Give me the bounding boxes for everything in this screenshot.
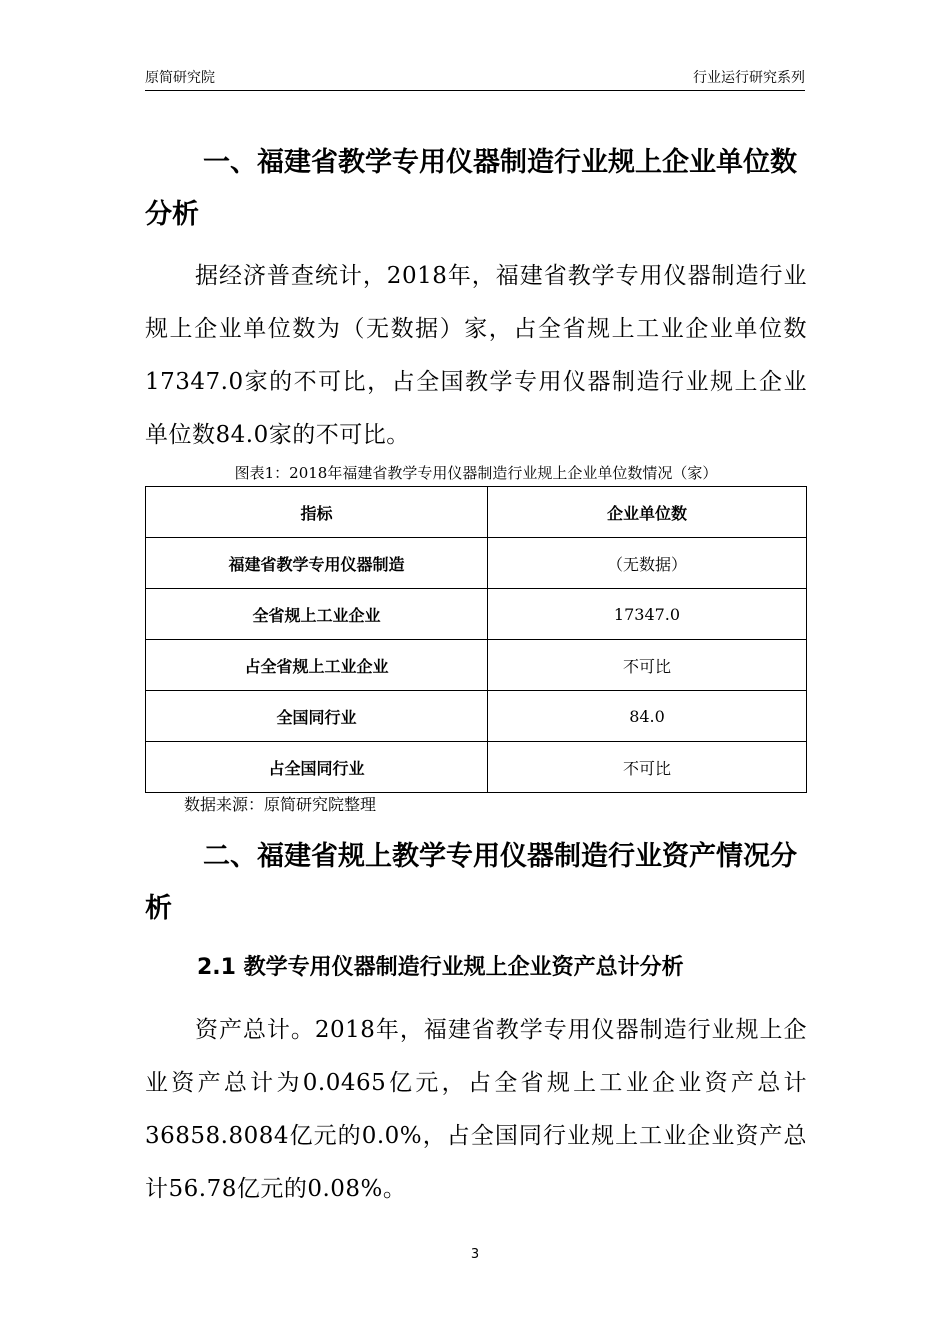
column-header-indicator: 指标: [146, 487, 488, 538]
row-value: 不可比: [488, 742, 807, 793]
table-row: [146, 691, 807, 742]
page-header: [145, 64, 805, 91]
section2-subheading: 2.1 教学专用仪器制造行业规上企业资产总计分析: [197, 955, 684, 980]
table-row: [146, 742, 807, 793]
header-org-name: 原简研究院: [145, 70, 215, 86]
enterprise-count-table: [145, 486, 807, 793]
column-header-count: 企业单位数: [488, 487, 807, 538]
table-row: [146, 640, 807, 691]
row-label: 全省规上工业企业: [146, 589, 488, 640]
row-label: 占全省规上工业企业: [146, 640, 488, 691]
row-label: 占全国同行业: [146, 742, 488, 793]
row-value: 17347.0: [488, 589, 807, 640]
section2-paragraph: 资产总计。2018年，福建省教学专用仪器制造行业规上企业资产总计为0.0465亿元，占全省规上工业企业资产总计36858.8084亿元的0.0%，占全国同行业规上工业企业资产总计56.78亿元的0.08%。: [145, 1017, 807, 1202]
table-row: [146, 589, 807, 640]
table-caption: 图表1：2018年福建省教学专用仪器制造行业规上企业单位数情况（家）: [234, 464, 718, 482]
row-value: （无数据）: [488, 538, 807, 589]
page-number: 3: [470, 1247, 480, 1262]
table-row: [146, 538, 807, 589]
section2-heading: 二、福建省规上教学专用仪器制造行业资产情况分析: [145, 841, 797, 924]
row-value: 不可比: [488, 640, 807, 691]
row-label: 福建省教学专用仪器制造: [146, 538, 488, 589]
table-header-row: [146, 487, 807, 538]
section1-heading: 一、福建省教学专用仪器制造行业规上企业单位数分析: [145, 147, 797, 230]
header-series-name: 行业运行研究系列: [693, 70, 805, 86]
section1-paragraph: 据经济普查统计，2018年，福建省教学专用仪器制造行业规上企业单位数为（无数据）家，占全省规上工业企业单位数17347.0家的不可比，占全国教学专用仪器制造行业规上企业单位数84.0家的不可比。: [145, 263, 807, 448]
row-label: 全国同行业: [146, 691, 488, 742]
data-source-note: 数据来源：原简研究院整理: [184, 795, 377, 814]
row-value: 84.0: [488, 691, 807, 742]
